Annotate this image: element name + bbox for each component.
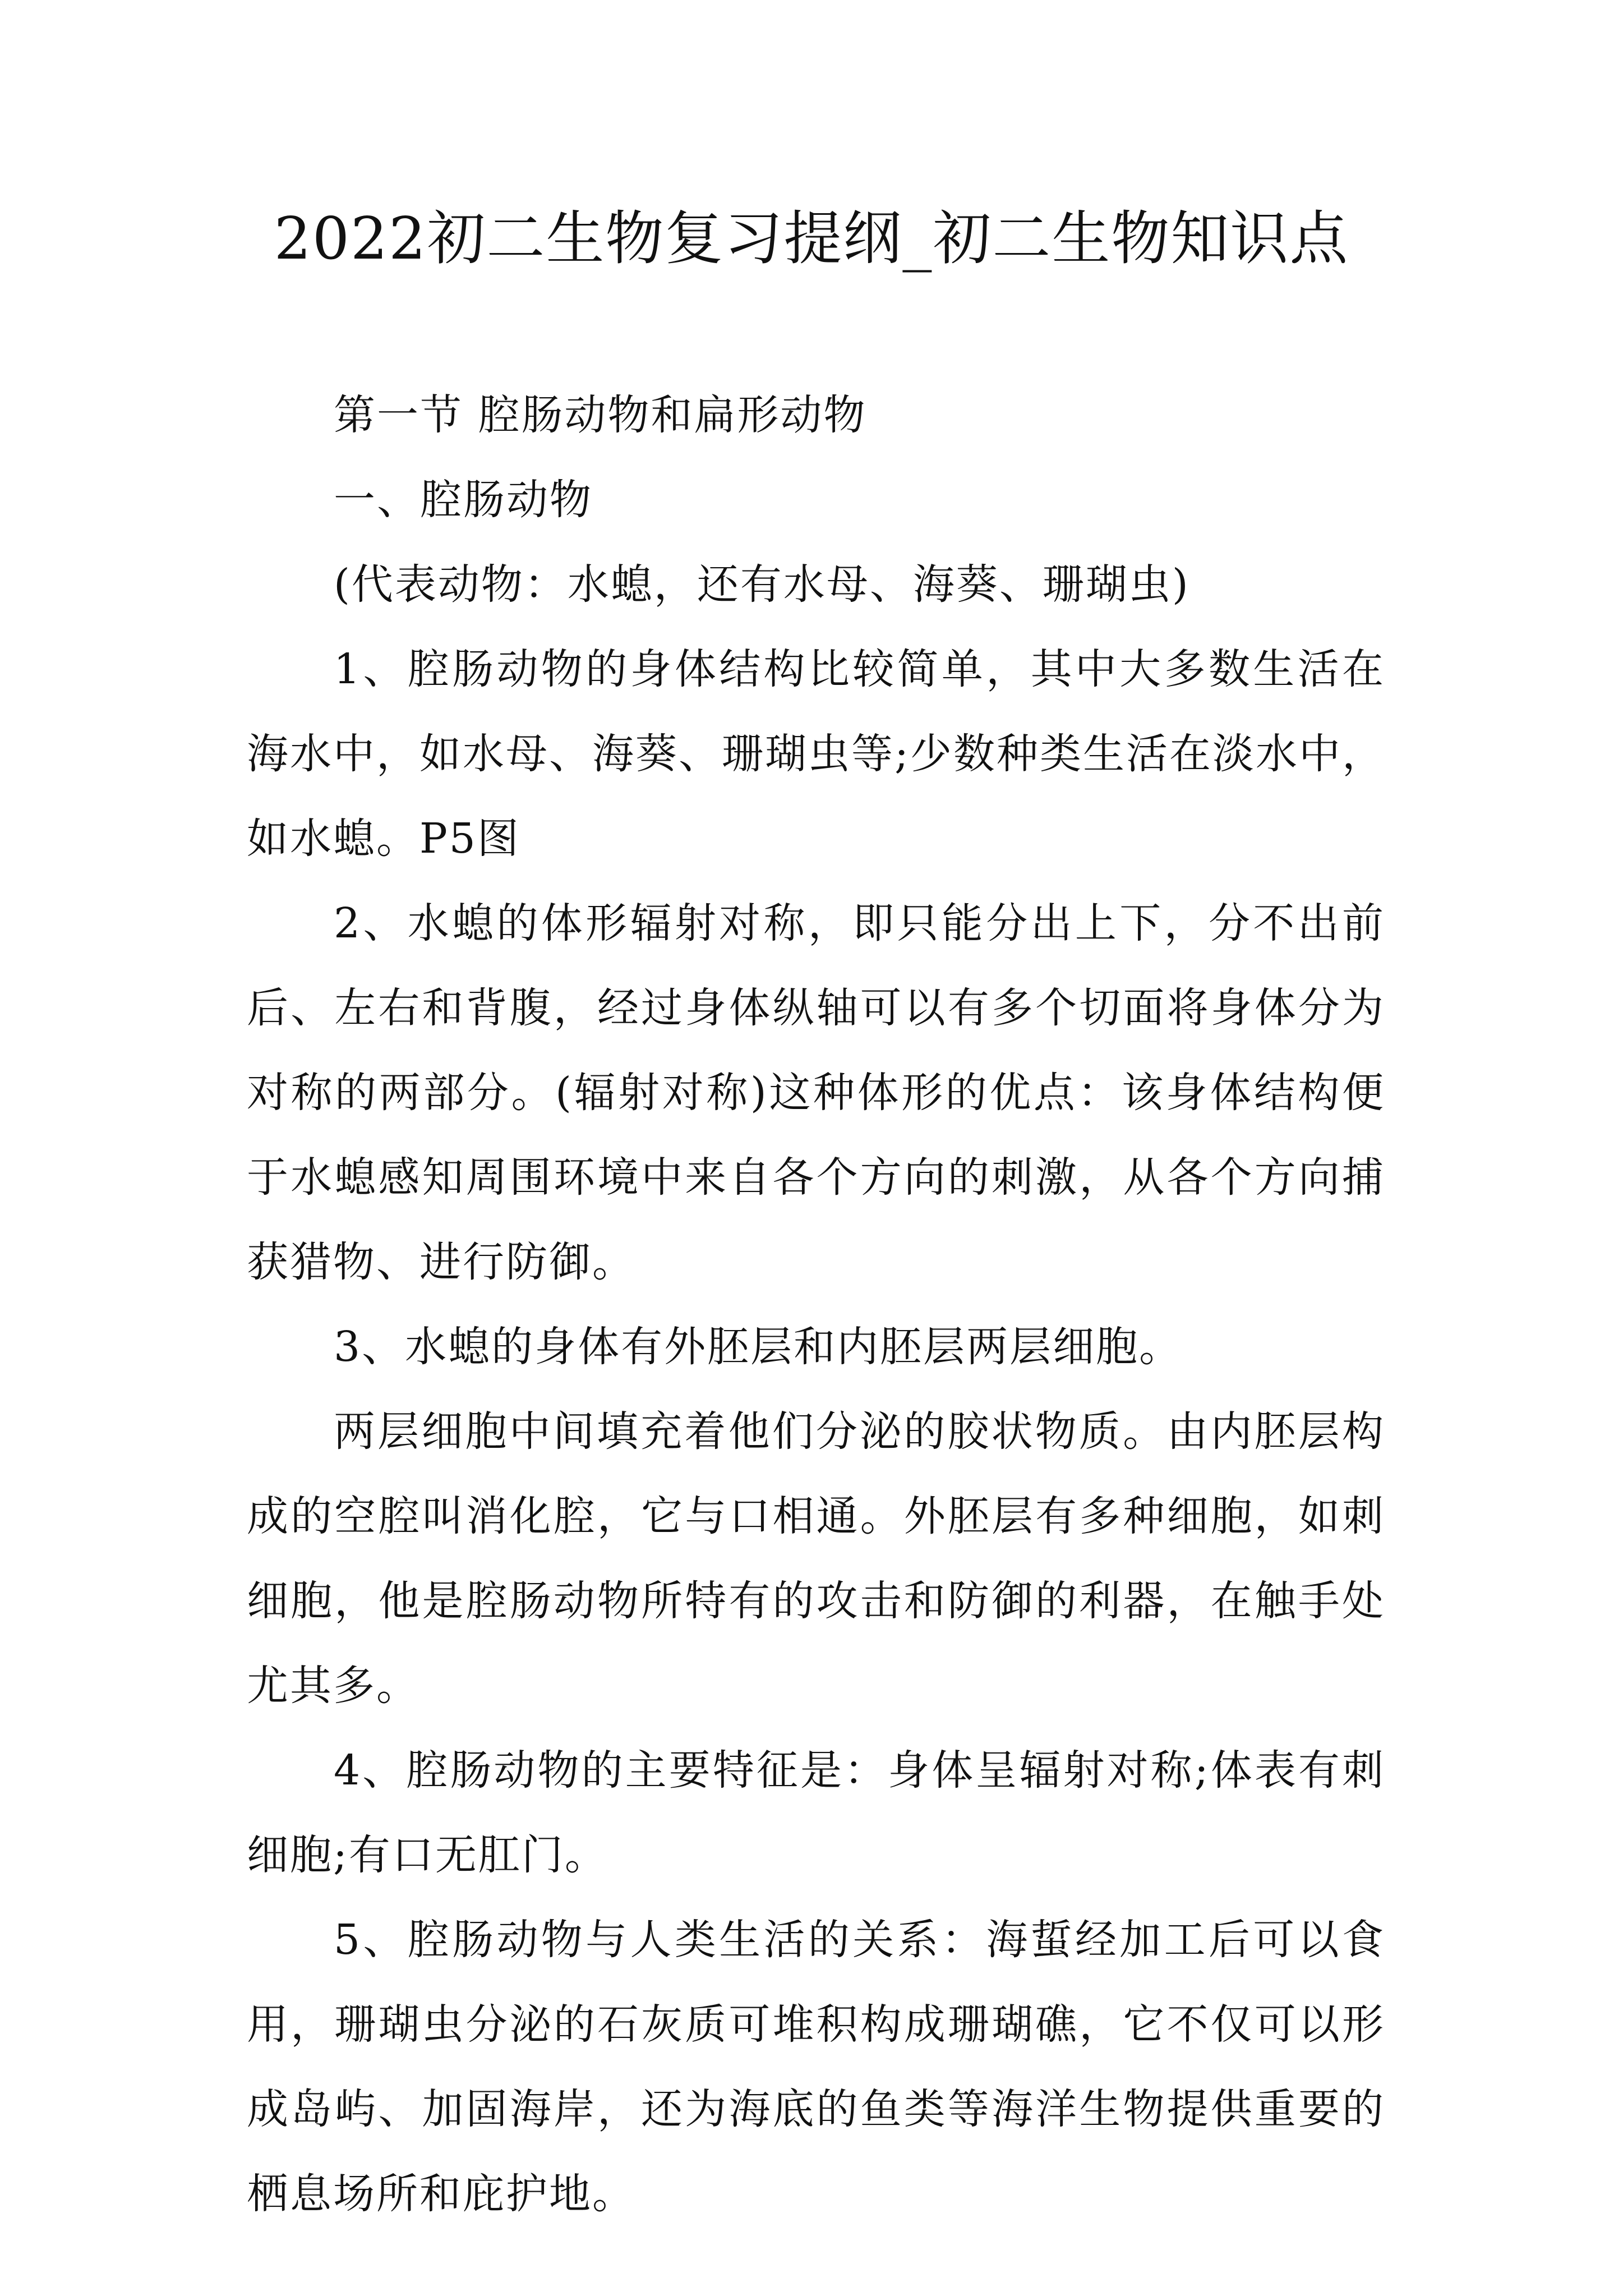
subsection-heading: 一、腔肠动物 xyxy=(334,476,593,524)
paragraph-point-3: 3、水螅的身体有外胚层和内胚层两层细胞。 xyxy=(334,1323,1183,1371)
paragraph-point-4: 4、腔肠动物的主要特征是：身体呈辐射对称;体表有刺细胞;有口无肛门。 xyxy=(247,1746,1385,1879)
paragraph-representative-animals: (代表动物：水螅，还有水母、海葵、珊瑚虫) xyxy=(334,560,1190,609)
paragraph-point-1: 1、腔肠动物的身体结构比较简单，其中大多数生活在海水中，如水母、海葵、珊瑚虫等;少数种类生活在淡水中，如水螅。P5图 xyxy=(247,645,1385,863)
section-heading: 第一节 腔肠动物和扁形动物 xyxy=(334,391,867,439)
document-title: 2022初二生物复习提纲_初二生物知识点 xyxy=(274,204,1349,273)
paragraph-cell-layers: 两层细胞中间填充着他们分泌的胶状物质。由内胚层构成的空腔叫消化腔，它与口相通。外胚层有多种细胞，如刺细胞，他是腔肠动物所特有的攻击和防御的利器，在触手处尤其多。 xyxy=(247,1407,1385,1710)
document-body xyxy=(247,373,1385,2237)
paragraph-point-2: 2、水螅的体形辐射对称，即只能分出上下，分不出前后、左右和背腹，经过身体纵轴可以有多个切面将身体分为对称的两部分。(辐射对称)这种体形的优点：该身体结构便于水螅感知周围环境中来自各个方向的刺激，从各个方向捕获猎物、进行防御。 xyxy=(247,899,1385,1286)
paragraph-point-5: 5、腔肠动物与人类生活的关系：海蜇经加工后可以食用，珊瑚虫分泌的石灰质可堆积构成珊瑚礁，它不仅可以形成岛屿、加固海岸，还为海底的鱼类等海洋生物提供重要的栖息场所和庇护地。 xyxy=(247,1916,1385,2218)
